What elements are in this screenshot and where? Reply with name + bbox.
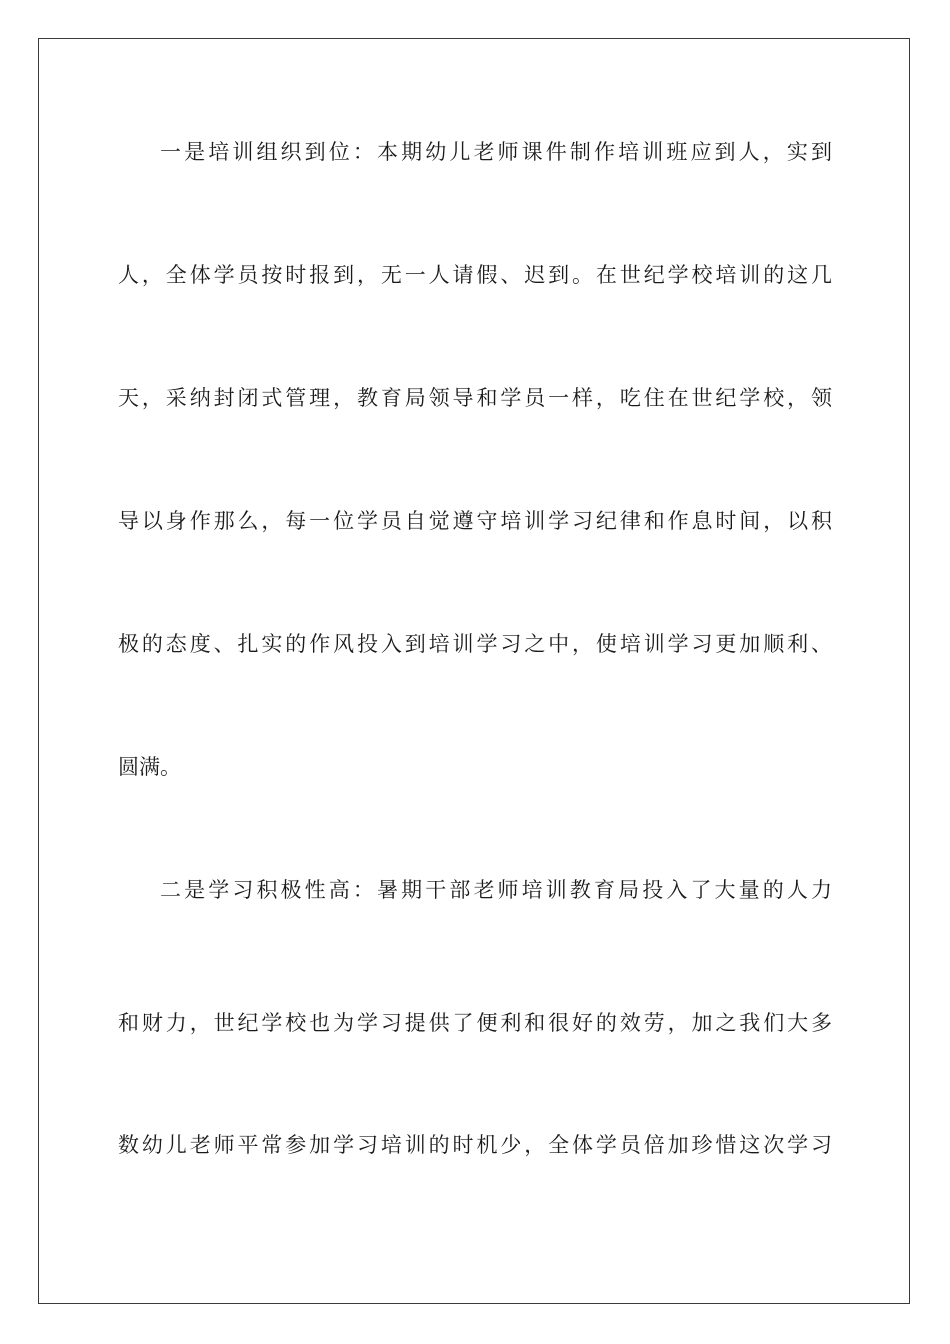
- paragraph-1-line: 极的态度、扎实的作风投入到培训学习之中，使培训学习更加顺利、: [118, 632, 832, 656]
- paragraph-1-line: 圆满。: [118, 755, 181, 779]
- page-border: [38, 38, 910, 1304]
- paragraph-2-line: 二是学习积极性高：暑期干部老师培训教育局投入了大量的人力: [160, 878, 832, 902]
- paragraph-1-line: 导以身作那么，每一位学员自觉遵守培训学习纪律和作息时间，以积: [118, 509, 832, 533]
- paragraph-1-line: 人，全体学员按时报到，无一人请假、迟到。在世纪学校培训的这几: [118, 263, 832, 287]
- paragraph-2-line: 和财力，世纪学校也为学习提供了便利和很好的效劳，加之我们大多: [118, 1011, 832, 1035]
- paragraph-1-line: 天，采纳封闭式管理，教育局领导和学员一样，吃住在世纪学校，领: [118, 386, 832, 410]
- paragraph-1-line: 一是培训组织到位：本期幼儿老师课件制作培训班应到人，实到: [160, 140, 832, 164]
- paragraph-2-line: 数幼儿老师平常参加学习培训的时机少，全体学员倍加珍惜这次学习: [118, 1133, 832, 1157]
